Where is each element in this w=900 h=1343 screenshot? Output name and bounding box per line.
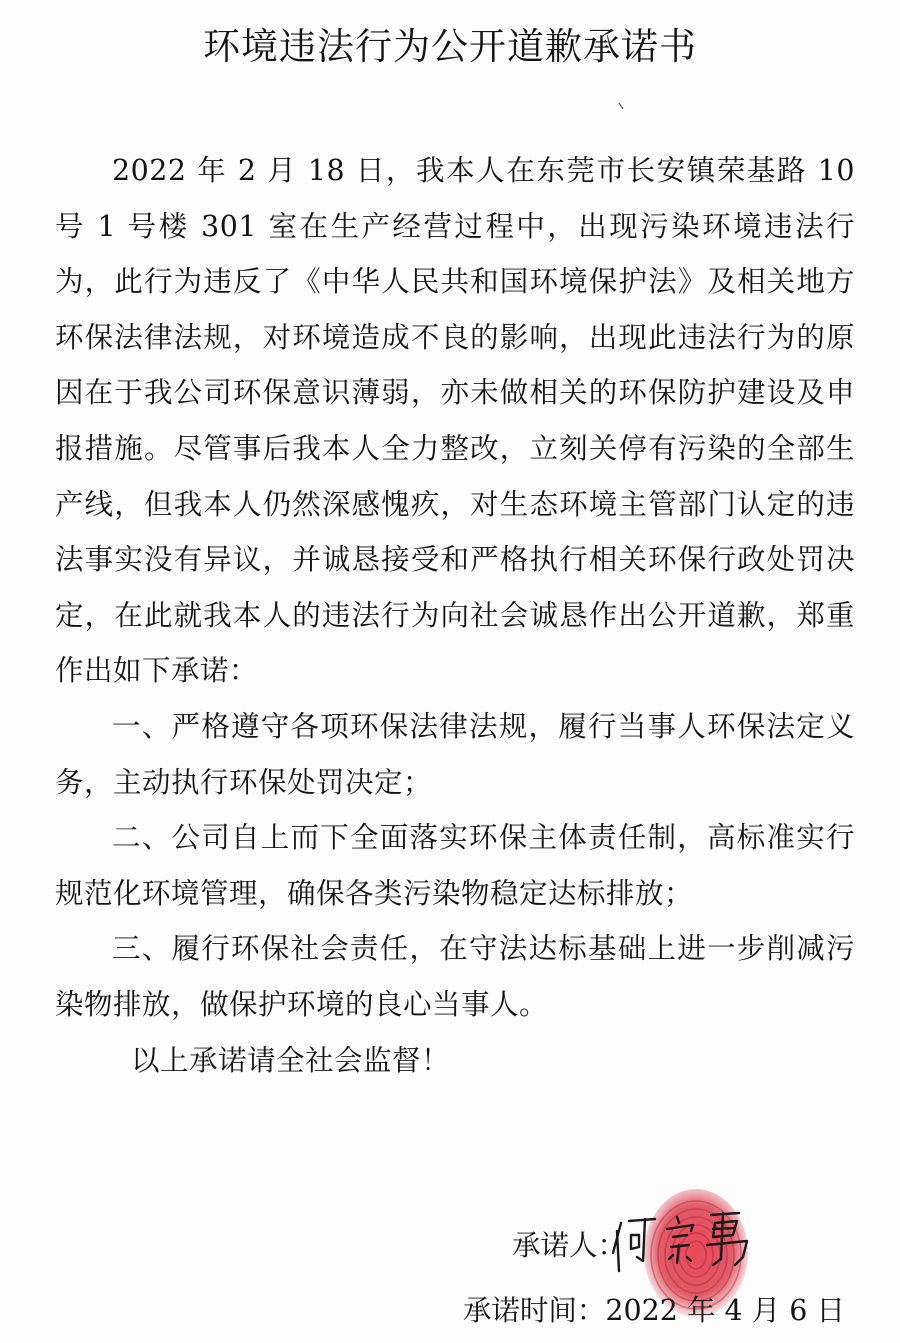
document-title: 环境违法行为公开道歉承诺书 bbox=[203, 25, 697, 68]
paragraph-statement: 2022 年 2 月 18 日，我本人在东莞市长安镇荣基路 10 号 1 号楼 301 室在生产经营过程中，出现污染环境违法行为，此行为违反了《中华人民共和国环境保护法》及相关地方环保法律法规，对环境造成不良的影响，出现此违法行为的原因在于我公司环保意识薄弱，亦未做相关的环保防护建设及申报措施。尽管事后我本人全力整改，立刻关停有污染的全部生产线，但我本人仍然深感愧疚，对生态环境主管部门认定的违法事实没有异议，并诚恳接受和严格执行相关环保行政处罚决定，在此就我本人的违法行为向社会诚恳作出公开道歉，郑重作出如下承诺： bbox=[55, 154, 855, 688]
paragraph-commitment-1: 一、严格遵守各项环保法律法规，履行当事人环保法定义务，主动执行环保处罚决定； bbox=[55, 709, 855, 799]
paragraph-commitment-3: 三、履行环保社会责任，在守法达标基础上进一步削减污染物排放，做保护环境的良心当事人。 bbox=[55, 932, 855, 1021]
signature-label: 承诺人： bbox=[512, 1229, 627, 1262]
handwritten-signature bbox=[607, 1201, 767, 1281]
closing-line: 以上承诺请全社会监督！ bbox=[131, 1043, 451, 1077]
signature-block bbox=[500, 1215, 880, 1275]
document-body bbox=[55, 143, 855, 1088]
commitment-date: 承诺时间：2022 年 4 月 6 日 bbox=[462, 1294, 845, 1327]
scan-speck bbox=[618, 102, 624, 110]
paragraph-commitment-2: 二、公司自上而下全面落实环保主体责任制，高标准实行规范化环境管理，确保各类污染物稳定达标排放； bbox=[55, 821, 855, 910]
